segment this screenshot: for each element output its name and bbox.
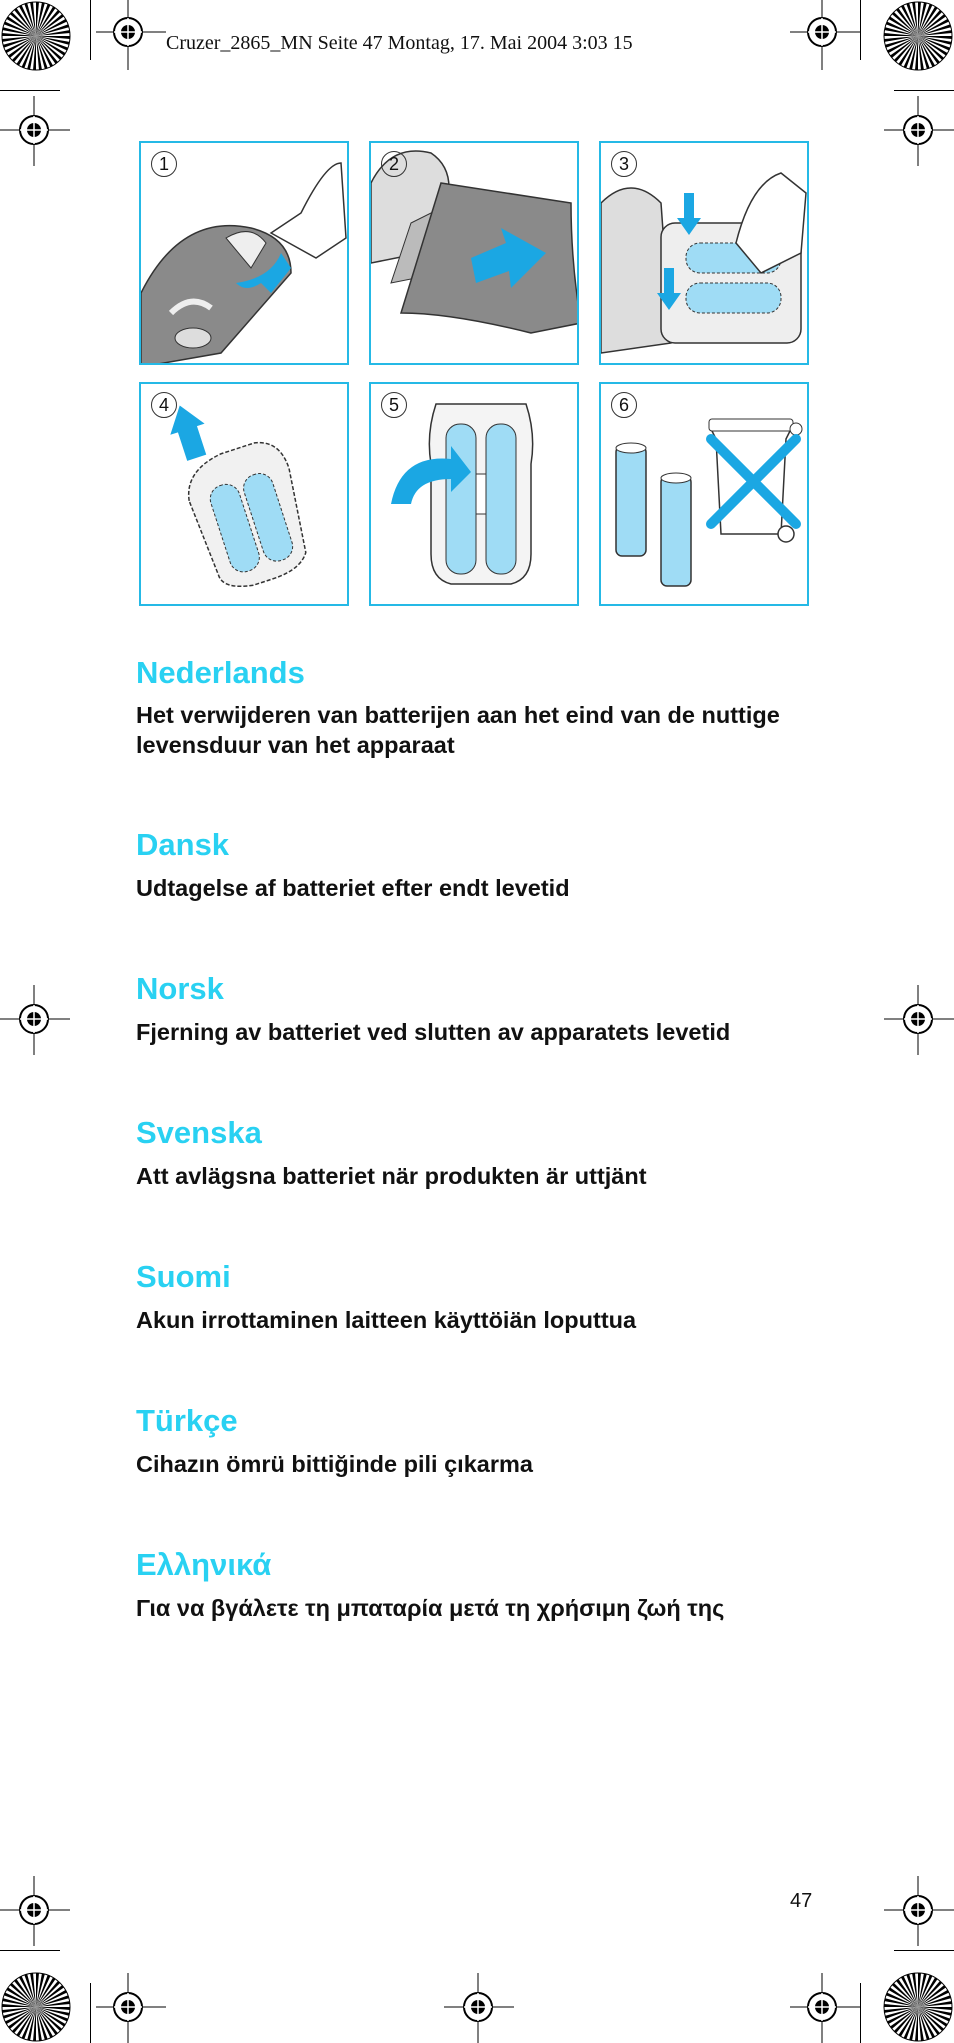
registration-mark-right-middle <box>884 985 954 1055</box>
figure-number: 2 <box>388 154 399 174</box>
heading-suomi: Suomi <box>136 1259 231 1294</box>
figure-number: 5 <box>388 395 399 415</box>
figure-number-badge <box>381 392 407 418</box>
figure-number: 6 <box>618 395 629 415</box>
figure-number-badge <box>151 151 177 177</box>
figure-panel-4 <box>139 382 349 606</box>
starburst-target-bottom-left <box>0 1971 72 2043</box>
heading-turkce: Türkçe <box>136 1403 238 1438</box>
figure-number-badge <box>151 392 177 418</box>
starburst-target-bottom-right <box>882 1971 954 2043</box>
starburst-target-top-left <box>0 0 72 72</box>
registration-mark-bottom-left <box>96 1973 166 2043</box>
trim-mark-bottom-left <box>90 1983 91 2043</box>
trim-mark-top-left <box>90 0 91 60</box>
registration-mark-left-middle <box>0 985 70 1055</box>
text-svenska: Att avlägsna batteriet när produkten är uttjänt <box>136 1163 647 1189</box>
heading-nederlands: Nederlands <box>136 655 305 690</box>
figure-panel-2 <box>369 141 579 365</box>
figure-number-badge <box>611 151 637 177</box>
heading-svenska: Svenska <box>136 1115 262 1150</box>
text-dansk: Udtagelse af batteriet efter endt levetid <box>136 875 570 901</box>
trim-mark-right-bottom <box>894 1950 954 1951</box>
text-suomi: Akun irrottaminen laitteen käyttöiän loputtua <box>136 1307 637 1333</box>
figure-number: 1 <box>158 154 169 174</box>
figure-panel-6 <box>599 382 809 606</box>
figure-panel-3 <box>599 141 809 365</box>
registration-mark-bottom-right <box>790 1973 860 2043</box>
figure-number-badge <box>611 392 637 418</box>
registration-mark-left-top <box>0 96 70 166</box>
figure-number: 4 <box>158 395 169 415</box>
text-norsk: Fjerning av batteriet ved slutten av apparatets levetid <box>136 1019 731 1045</box>
starburst-target-top-right <box>882 0 954 72</box>
trim-mark-left-top <box>0 90 60 91</box>
registration-mark-top-left <box>96 0 166 70</box>
registration-mark-right-bottom <box>884 1876 954 1946</box>
text-ellinika: Για να βγάλετε τη μπαταρία μετά τη χρήσιμη ζωή της <box>136 1595 725 1621</box>
figure-panel-5 <box>369 382 579 606</box>
figure-number-badge <box>381 151 407 177</box>
heading-dansk: Dansk <box>136 827 230 862</box>
trim-mark-bottom-right <box>860 1983 861 2043</box>
heading-norsk: Norsk <box>136 971 224 1006</box>
registration-mark-top-right <box>790 0 860 70</box>
registration-mark-right-top <box>884 96 954 166</box>
registration-mark-left-bottom <box>0 1876 70 1946</box>
registration-mark-bottom-center <box>444 1973 514 2043</box>
heading-ellinika: Ελληνικά <box>136 1547 272 1582</box>
text-turkce: Cihazın ömrü bittiğinde pili çıkarma <box>136 1451 533 1477</box>
trim-mark-left-bottom <box>0 1950 60 1951</box>
page-number: 47 <box>790 1890 813 1912</box>
print-slug-header: Cruzer_2865_MN Seite 47 Montag, 17. Mai 2004 3:03 15 <box>166 32 633 54</box>
figure-panel-1 <box>139 141 349 365</box>
trim-mark-right-top <box>894 90 954 91</box>
trim-mark-top-right <box>860 0 861 60</box>
text-nederlands: Het verwijderen van batterijen aan het eind van de nuttige levensduur van het apparaat <box>136 702 780 758</box>
figure-number: 3 <box>618 154 629 174</box>
